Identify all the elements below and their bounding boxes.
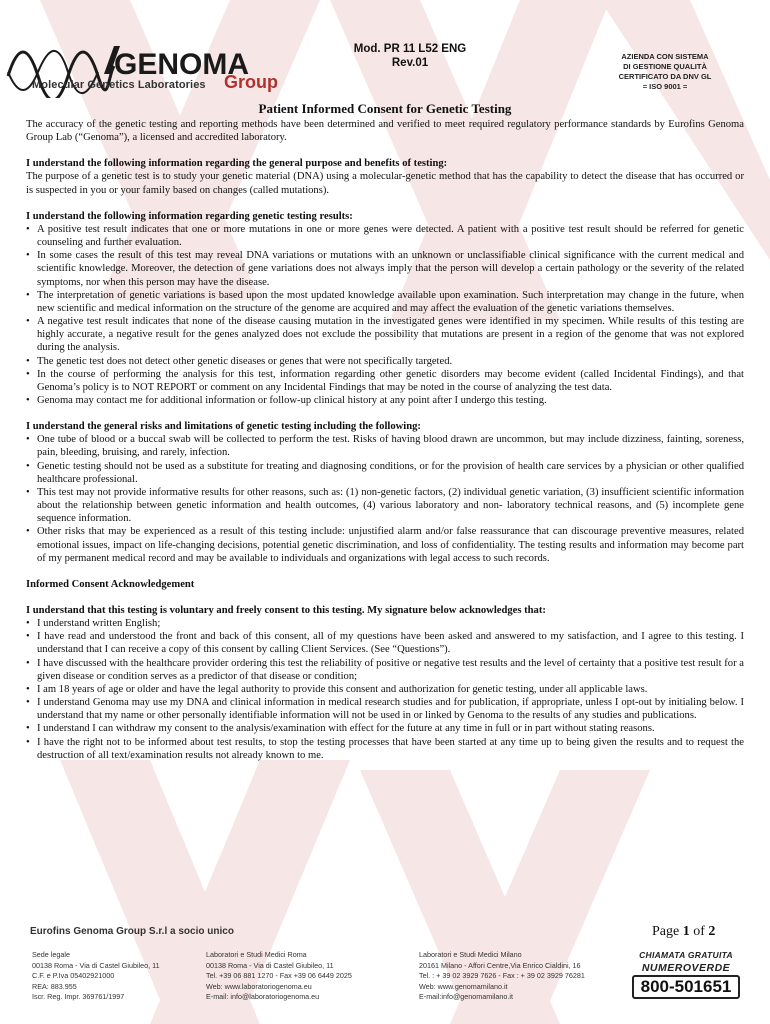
list-item: • I have discussed with the healthcare provider ordering this test the reliability of positive or negative test results and the level of certainty that a positive test result for a given disease or condition serves as a predictor of that disease or condition;: [26, 657, 744, 683]
purpose-paragraph: The purpose of a genetic test is to study your genetic material (DNA) using a molecular-genetic method that has the capability to detect the disease that has occurred or is suspected in you or your family based on changes (called mutations).: [26, 171, 744, 196]
numero-verde-label: NUMEROVERDE: [641, 962, 731, 974]
purpose-heading: I understand the following information regarding the general purpose and benefits of testing:: [26, 158, 448, 170]
list-item: • A negative test result indicates that none of the disease causing mutation in the investigated genes were identified in my specimen. While results of this testing are highly accurate, a negative result for the genes analyzed does not exclude the possibility that mutations are present in a region of the genome that was not explored during the analysis.: [26, 315, 744, 354]
acknowledgement-subheading: I understand that this testing is voluntary and freely consent to this testing. My signature below acknowledges that:: [26, 605, 546, 616]
module-code: Mod. PR 11 L52 ENG: [353, 43, 467, 55]
page-current: 1: [682, 924, 690, 939]
list-item: • I have read and understood the front and back of this consent, all of my questions have been asked and answered to my satisfaction, and I agree to this testing. I understand that I can receive a copy of this consent by calling Client Services. (See “Questions”).: [26, 630, 744, 656]
footer-line: Tel. +39 06 881 1270 - Fax +39 06 6449 2025: [206, 971, 352, 981]
page-prefix: Page: [652, 924, 683, 939]
footer-registered-office: [32, 950, 160, 1003]
cert-line: AZIENDA CON SISTEMA: [621, 52, 709, 61]
cert-line: CERTIFICATO DA DNV GL: [618, 72, 712, 81]
list-item: • This test may not provide informative results for other reasons, such as: (1) non-genetic factors, (2) individual genetic variation, (3) insufficient scientific information about the relationship between genetic information and health outcomes, (4) various laboratory and non- laboratory technical reasons, and (5) incomplete gene sequence information.: [26, 486, 744, 525]
footer-line: 00138 Roma - Via di Castel Giubileo, 11: [206, 960, 334, 970]
list-item: • Genetic testing should not be used as a substitute for treating and diagnosing conditions, or for the provision of health care services by a physician or other qualified healthcare professional.: [26, 460, 744, 486]
footer-line: 00138 Roma - Via di Castel Giubileo, 11: [32, 960, 160, 970]
document-title: Patient Informed Consent for Genetic Testing: [258, 101, 512, 116]
list-item: • One tube of blood or a buccal swab will be collected to perform the test. Risks of having blood drawn are uncommon, but may include dizziness, fainting, soreness, pain, bleeding, bruising, and rarely, infection.: [26, 433, 744, 459]
footer-line: Web: www.genomamilano.it: [419, 981, 508, 991]
risks-heading: I understand the general risks and limitations of genetic testing including the following:: [26, 421, 421, 433]
cert-line: DI GESTIONE QUALITÀ: [623, 62, 707, 71]
list-item: • I am 18 years of age or older and have the legal authority to provide this consent and authorization for genetic testing, under all applicable laws.: [26, 683, 744, 696]
footer-line: Laboratori e Studi Medici Milano: [419, 950, 522, 959]
genoma-logo: [4, 36, 294, 98]
quality-certification: [600, 52, 730, 92]
cert-line: = ISO 9001 =: [642, 82, 688, 91]
footer-line: C.F. e P.Iva 05402921000: [32, 971, 115, 981]
logo-tagline: Molecular Genetics Laboratories: [32, 79, 206, 91]
list-item: • Other risks that may be experienced as a result of this testing include: unjustified alarm and/or false reassurance that can discourage preventive measures, related emotional issues, impact on life-changing decisions, potential genetic discrimination, and loss of confidentiality. The testing results and information may become part of my permanent medical record and may be available to individuals and organizations with legal access to such records.: [26, 525, 744, 564]
results-heading: I understand the following information regarding genetic testing results:: [26, 210, 353, 222]
footer-line: Iscr. Reg. Impr. 369761/1997: [32, 992, 125, 1002]
list-item: • I have the right not to be informed about test results, to stop the testing processes that have been started at any time up to being given the results and to request the destruction of all text/examination results not already known to me.: [26, 736, 744, 762]
list-item: • In the course of performing the analysis for this test, information regarding other genetic disorders may become evident (called Incidental Findings), and that Genoma’s policy is to NOT REPORT or comment on any Incidental Findings that may be noted in the course of analyzing the test data.: [26, 368, 744, 394]
footer-rome-lab: [206, 950, 352, 1003]
footer-line: E-mail:info@genomamilano.it: [419, 992, 513, 1002]
footer-line: E-mail: info@laboratoriogenoma.eu: [206, 992, 320, 1002]
list-item: • Genoma may contact me for additional information or follow-up clinical history at any point after I undergo this testing.: [26, 394, 744, 407]
acknowledgement-heading: Informed Consent Acknowledgement: [26, 578, 195, 590]
toll-free-label: CHIAMATA GRATUITA: [639, 950, 733, 960]
footer-milan-lab: [419, 950, 585, 1003]
results-list: [26, 223, 744, 407]
list-item: • I understand written English;: [26, 617, 744, 630]
page-number: [652, 924, 715, 940]
logo-wordmark: GENOMA: [114, 48, 249, 81]
footer-line: Laboratori e Studi Medici Roma: [206, 950, 307, 959]
list-item: • In some cases the result of this test may reveal DNA variations or mutations with an unknown or unclassifiable clinical significance with the current medical and scientific knowledge. Moreover, the detection of gene variations does not always imply that the person will develop a certain pathology or the severity of the related symptoms, nor when this person may have the disease.: [26, 249, 744, 288]
logo-group: Group: [224, 72, 278, 92]
risks-list: [26, 433, 744, 565]
footer-line: Tel. : + 39 02 3929 7626 - Fax : + 39 02 3929 76281: [419, 971, 585, 981]
list-item: • A positive test result indicates that one or more mutations in one or more genes were detected. A patient with a positive test result should be referred for genetic counseling and further evaluation.: [26, 223, 744, 249]
page-of: of: [689, 924, 709, 939]
list-item: • I understand Genoma may use my DNA and clinical information in medical research studies and for publication, if appropriate, unless I opt-out by initialing below. I understand that my name or other personally identifiable information will not be used in or linked by Genoma to the results of any studies and publications.: [26, 696, 744, 722]
intro-paragraph: The accuracy of the genetic testing and reporting methods have been determined and verified to meet required regulatory performance standards by Eurofins Genoma Group Lab (“Genoma”), a licensed and accredited laboratory.: [26, 119, 744, 144]
list-item: • The interpretation of genetic variations is based upon the most updated knowledge available upon examination. Such interpretation may change in the future, when new scientific and medical information on the structure of the genome are acquired and may affect the evaluation of the genetic variations themselves.: [26, 289, 744, 315]
footer-line: 20161 Milano - Affori Centre,Via Enrico Cialdini, 16: [419, 960, 581, 970]
acknowledgement-list: [26, 617, 744, 762]
footer-company-name: Eurofins Genoma Group S.r.l a socio unico: [30, 926, 234, 937]
module-reference: [335, 42, 485, 70]
footer-line: REA: 883.955: [32, 981, 77, 991]
list-item: • I understand I can withdraw my consent to the analysis/examination with effect for the future at any time in full or in part without stating reasons.: [26, 722, 744, 735]
toll-free-number: 800-501651: [632, 975, 740, 999]
module-revision: Rev.01: [391, 57, 429, 69]
consent-body: [26, 118, 744, 762]
toll-free-badge: [632, 950, 740, 1000]
list-item: • The genetic test does not detect other genetic diseases or genes that were not specifically targeted.: [26, 355, 744, 368]
footer-line: Web: www.laboratoriogenoma.eu: [206, 981, 312, 991]
footer-line: Sede legale: [32, 950, 70, 959]
page-total: 2: [708, 924, 716, 939]
